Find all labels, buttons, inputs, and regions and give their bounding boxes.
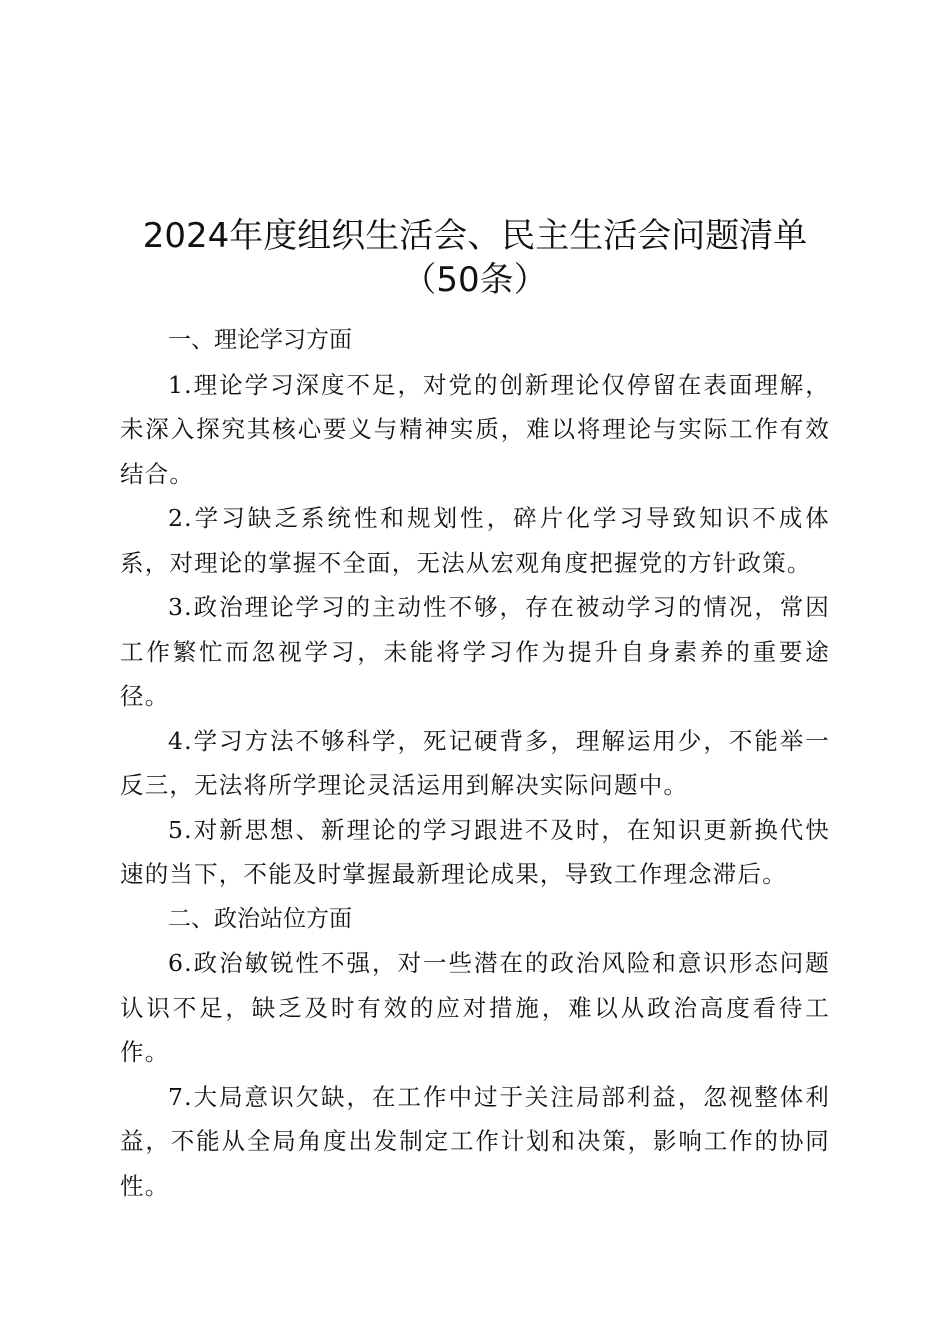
document-title (60, 214, 890, 302)
list-item: 5.对新思想、新理论的学习跟进不及时，在知识更新换代快速的当下，不能及时掌握最新理论成果，导致工作理念滞后。 (120, 815, 830, 888)
title-line-1: 2024年度组织生活会、民主生活会问题清单 (142, 216, 808, 256)
list-item: 4.学习方法不够科学，死记硬背多，理解运用少，不能举一反三，无法将所学理论灵活运用到解决实际问题中。 (120, 726, 830, 799)
list-item: 2.学习缺乏系统性和规划性，碎片化学习导致知识不成体系，对理论的掌握不全面，无法从宏观角度把握党的方针政策。 (120, 504, 830, 577)
list-item: 1.理论学习深度不足，对党的创新理论仅停留在表面理解，未深入探究其核心要义与精神实质，难以将理论与实际工作有效结合。 (120, 370, 830, 488)
document-body (120, 318, 830, 1208)
list-item: 6.政治敏锐性不强，对一些潜在的政治风险和意识形态问题认识不足，缺乏及时有效的应对措施，难以从政治高度看待工作。 (120, 949, 830, 1066)
list-item: 3.政治理论学习的主动性不够，存在被动学习的情况，常因工作繁忙而忽视学习，未能将学习作为提升自身素养的重要途径。 (120, 593, 830, 710)
title-line-2: （50条） (402, 260, 548, 300)
section-heading-politics: 二、政治站位方面 (168, 905, 352, 932)
list-item: 7.大局意识欠缺，在工作中过于关注局部利益，忽视整体利益，不能从全局角度出发制定工作计划和决策，影响工作的协同性。 (120, 1082, 830, 1200)
section-heading-theory: 一、理论学习方面 (168, 327, 352, 353)
